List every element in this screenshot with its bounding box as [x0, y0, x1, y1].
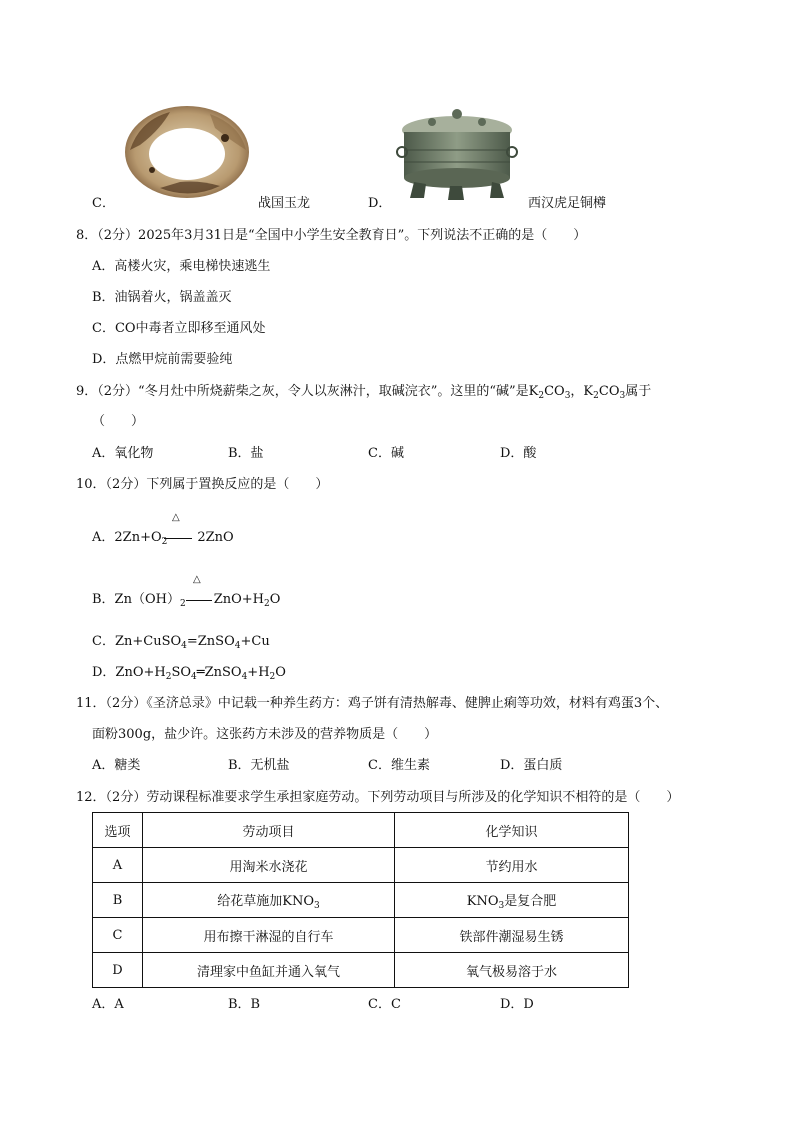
table-row	[93, 848, 629, 883]
equation-line	[186, 600, 212, 601]
question-8-option-b: B．油锅着火，锅盖盖灭	[92, 290, 232, 305]
option-d-letter: D．	[368, 196, 392, 211]
question-9-option-d: D．酸	[500, 446, 537, 461]
question-9-option-a: A．氧化物	[92, 446, 154, 461]
question-11-option-b: B．无机盐	[228, 758, 290, 773]
table-row	[93, 953, 629, 988]
equation-line	[164, 538, 192, 539]
bronze-vessel-image	[392, 100, 522, 202]
question-8-option-d: D．点燃甲烷前需要验纯	[92, 352, 233, 367]
question-12-option-b: B．B	[228, 997, 261, 1012]
question-11-stem-line2: 面粉300g，盐少许。这张药方未涉及的营养物质是（ ）	[92, 727, 438, 742]
table-header: 化学知识	[395, 813, 629, 848]
question-9-answer-paren: （ ）	[92, 414, 145, 429]
table-cell-option: A	[93, 848, 143, 883]
table-header: 劳动项目	[143, 813, 395, 848]
question-10-option-c: C．Zn+CuSO$_4$=ZnSO$_4$+Cu	[92, 634, 270, 651]
heat-symbol: △	[172, 512, 180, 523]
question-10-option-d: D．$ZnO+H_2SO_4═ZnSO_4+H_2O$	[92, 665, 286, 682]
question-8-option-a: A．高楼火灾，乘电梯快速逃生	[92, 259, 271, 274]
table-cell-knowledge: $KNO_3$是复合肥	[395, 883, 629, 918]
question-10-option-a: A．$2Zn+O_2$ 2ZnO	[92, 530, 234, 547]
question-9-option-c: C．碱	[368, 446, 404, 461]
question-12-stem: 12．（2分）劳动课程标准要求学生承担家庭劳动。下列劳动项目与所涉及的化学知识不相符的是（ ）	[76, 790, 680, 805]
table-cell-option: C	[93, 918, 143, 953]
question-11-option-a: A．糖类	[92, 758, 141, 773]
option-c-letter: C．	[92, 196, 115, 211]
table-row	[93, 883, 629, 918]
question-10-option-b: B．$Zn(OH)_2$ $ZnO+H_2O$	[92, 592, 281, 609]
question-8-option-c: C．CO中毒者立即移至通风处	[92, 321, 266, 336]
question-9-option-b: B．盐	[228, 446, 264, 461]
table-header-row	[93, 813, 629, 848]
question-10-stem: 10．（2分）下列属于置换反应的是（ ）	[76, 477, 329, 492]
question-8-stem: 8．（2分）2025年3月31日是“全国中小学生安全教育日”。下列说法不正确的是（ ）	[76, 228, 587, 243]
table-cell-option: D	[93, 953, 143, 988]
question-11-option-c: C．维生素	[368, 758, 430, 773]
table-cell-knowledge: 氧气极易溶于水	[395, 953, 629, 988]
table-header: 选项	[93, 813, 143, 848]
question-12-option-a: A．A	[92, 997, 124, 1012]
question-11-option-d: D．蛋白质	[500, 758, 563, 773]
labor-chemistry-table	[92, 812, 629, 988]
table-cell-project: 清理家中鱼缸并通入氧气	[143, 953, 395, 988]
heat-symbol: △	[193, 574, 201, 585]
option-c-caption: 战国玉龙	[258, 196, 311, 211]
table-row	[93, 918, 629, 953]
question-11-stem-line1: 11．（2分）《圣济总录》中记载一种养生药方：鸡子饼有清热解毒、健脾止痢等功效，材料有鸡蛋3个、	[76, 696, 669, 711]
table-cell-project: 用布擦干淋湿的自行车	[143, 918, 395, 953]
table-cell-project: 用淘米水浇花	[143, 848, 395, 883]
question-12-option-c: C．C	[368, 997, 401, 1012]
table-cell-project: 给花草施加$KNO_3$	[143, 883, 395, 918]
jade-dragon-image	[120, 100, 255, 202]
option-d-caption: 西汉虎足铜樽	[528, 196, 607, 211]
question-9-stem: 9．（2分）“冬月灶中所烧薪柴之灰，令人以灰淋汁，取碱浣衣”。这里的“碱”是$K_2CO_3$，$K_2CO_3$属于	[76, 384, 652, 401]
table-cell-knowledge: 节约用水	[395, 848, 629, 883]
table-cell-option: B	[93, 883, 143, 918]
question-12-option-d: D．D	[500, 997, 534, 1012]
table-cell-knowledge: 铁部件潮湿易生锈	[395, 918, 629, 953]
